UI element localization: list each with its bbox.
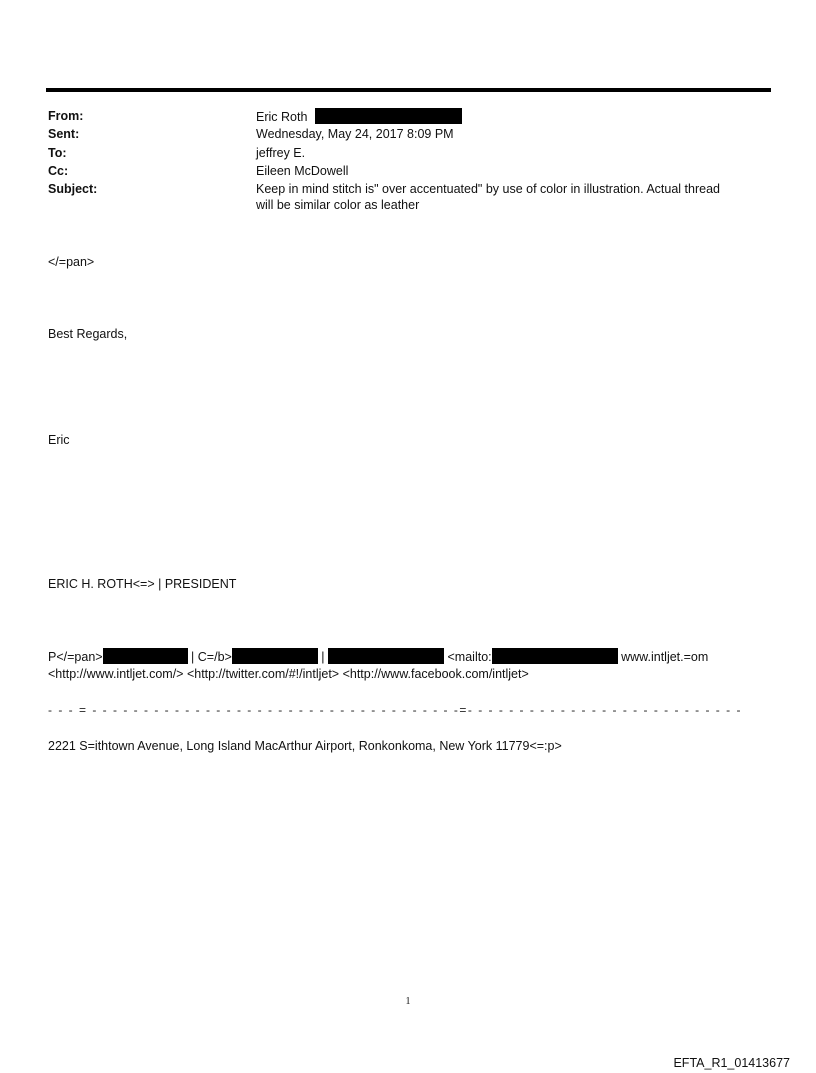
subject-value [256,181,776,213]
redaction-bar [103,648,188,664]
subject-line-2: will be similar color as leather [256,198,420,212]
sender-name: Eric Roth [256,110,308,124]
cell-prefix: | C=/b> [187,650,232,664]
to-value: jeffrey E. [256,146,306,160]
document-id: EFTA_R1_01413677 [673,1056,790,1070]
subject-line-1: Keep in mind stitch is" over accentuated" by use of color in illustration. Actual thread [256,182,720,196]
cc-label: Cc: [48,164,69,178]
header-rule [46,88,771,92]
redaction-bar [232,648,318,664]
address-line: 2221 S=ithtown Avenue, Long Island MacArthur Airport, Ronkonkoma, New York 11779<=:p> [48,739,562,753]
website-text: www.intljet.=om [617,650,709,664]
contact-line [48,648,708,665]
contact-separator: | [317,650,329,664]
redaction-bar [328,648,444,664]
phone-prefix: P</=pan> [48,650,103,664]
redaction-bar [315,108,462,124]
signoff-line: Eric [48,433,70,447]
links-line: <http://www.intljet.com/> <http://twitter.com/#!/intljet> <http://www.facebook.com/intljet> [48,667,529,681]
from-label: From: [48,109,84,123]
from-value [256,108,776,125]
subject-label: Subject: [48,182,98,196]
signature-title: ERIC H. ROTH<=> | PRESIDENT [48,577,237,591]
to-label: To: [48,146,67,160]
regards-line: Best Regards, [48,327,128,341]
pan-tag-line: </=pan> [48,255,95,269]
redaction-bar [492,648,618,664]
mailto-prefix: <mailto: [444,650,492,664]
sent-label: Sent: [48,127,80,141]
page-number: 1 [405,996,411,1007]
sent-value: Wednesday, May 24, 2017 8:09 PM [256,127,454,141]
cc-value: Eileen McDowell [256,164,349,178]
dashed-divider: - - - = - - - - - - - - - - - - - - - - - - - - - - - - - - - - - - - - - - - -=- - - - - - - - - - - - - - - - - - - - - - - - - - - [48,703,742,717]
